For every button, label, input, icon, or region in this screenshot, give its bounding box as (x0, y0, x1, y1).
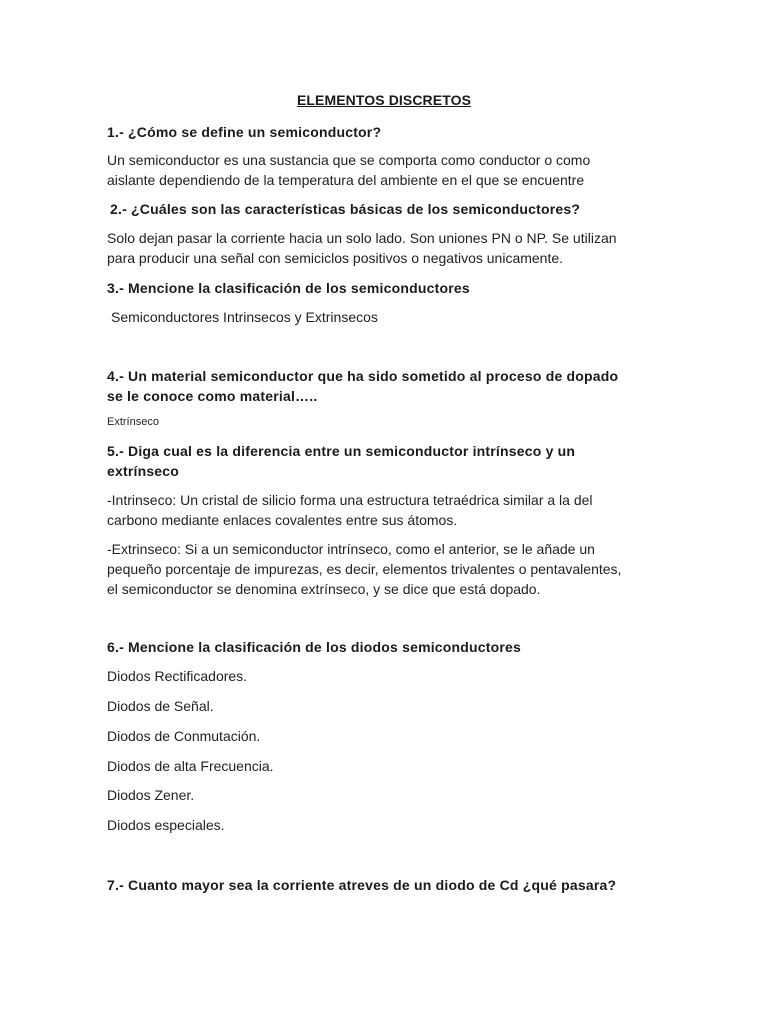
question-6: 6.- Mencione la clasificación de los diodos semiconductores (107, 639, 522, 655)
answer-5-extrinseco-line-1: -Extrinseco: Si a un semiconductor intrínseco, como el anterior, se le añade un (107, 541, 595, 557)
question-4-line-1: 4.- Un material semiconductor que ha sido sometido al proceso de dopado (107, 368, 619, 384)
answer-2-line-2: para producir una señal con semiciclos positivos o negativos unicamente. (107, 250, 564, 266)
list-item: Diodos Rectificadores. (107, 668, 248, 684)
document-title: ELEMENTOS DISCRETOS (296, 92, 472, 108)
answer-5-intrinseco-line-1: -Intrinseco: Un cristal de silicio forma una estructura tetraédrica similar a la del (107, 492, 593, 508)
answer-2-line-1: Solo dejan pasar la corriente hacia un solo lado. Son uniones PN o NP. Se utilizan (107, 230, 617, 246)
answer-1-line-2: aislante dependiendo de la temperatura del ambiente en el que se encuentre (107, 172, 585, 188)
question-5-line-2: extrínseco (107, 463, 180, 479)
question-2: 2.- ¿Cuáles son las características básicas de los semiconductores? (110, 201, 581, 217)
list-item: Diodos de alta Frecuencia. (107, 758, 274, 774)
question-1: 1.- ¿Cómo se define un semiconductor? (107, 124, 382, 140)
question-5-line-1: 5.- Diga cual es la diferencia entre un semiconductor intrínseco y un (107, 443, 576, 459)
answer-5-intrinseco-line-2: carbono mediante enlaces covalentes entre sus átomos. (107, 512, 458, 528)
list-item: Diodos especiales. (107, 817, 225, 833)
answer-1-line-1: Un semiconductor es una sustancia que se comporta como conductor o como (107, 152, 591, 168)
answer-4: Extrínseco (107, 416, 159, 428)
list-item: Diodos de Conmutación. (107, 728, 261, 744)
answer-5-extrinseco-line-2: pequeño porcentaje de impurezas, es decir, elementos trivalentes o pentavalentes, (107, 561, 622, 577)
question-3: 3.- Mencione la clasificación de los semiconductores (107, 280, 470, 296)
question-4-line-2: se le conoce como material….. (107, 388, 318, 404)
answer-5-extrinseco-line-3: el semiconductor se denomina extrínseco, y se dice que está dopado. (107, 581, 541, 597)
question-7: 7.- Cuanto mayor sea la corriente atreves de un diodo de Cd ¿qué pasara? (107, 877, 617, 893)
list-item: Diodos Zener. (107, 787, 195, 803)
list-item: Diodos de Señal. (107, 698, 214, 714)
answer-3: Semiconductores Intrinsecos y Extrinsecos (111, 309, 378, 325)
